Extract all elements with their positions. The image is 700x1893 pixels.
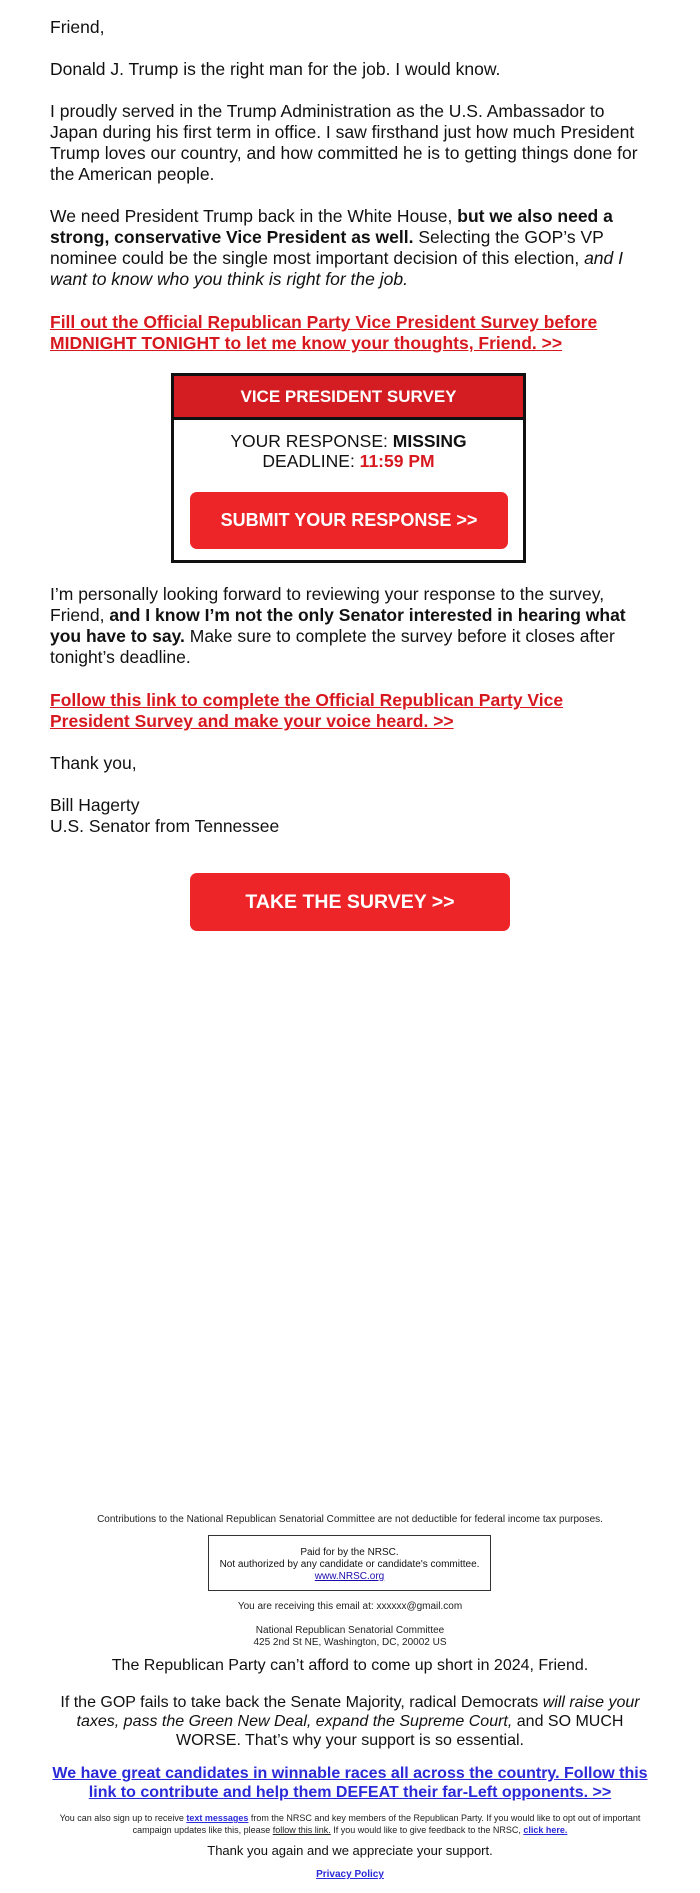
footer-paragraph-1: The Republican Party can’t afford to come up short in 2024, Friend.	[111, 1657, 589, 1674]
signer-name: Bill Hagerty	[50, 795, 140, 815]
signer-title: U.S. Senator from Tennessee	[50, 816, 280, 836]
paragraph-review	[50, 584, 650, 668]
feedback-link[interactable]: click here.	[523, 1825, 568, 1835]
paragraph-vp-italic: and I want to know who you think is right for the job.	[50, 248, 623, 289]
sms-text-2: from the NRSC and key members of the Republican Party. If you would like to opt out of important campaign updates like this, please	[132, 1813, 641, 1835]
take-survey-button[interactable]: TAKE THE SURVEY >>	[190, 873, 510, 931]
paragraph-vp	[50, 206, 650, 290]
footer-paragraph-2-text-1: If the GOP fails to take back the Senate Majority, radical Democrats	[60, 1694, 543, 1711]
submit-response-button[interactable]: SUBMIT YOUR RESPONSE >>	[190, 492, 508, 549]
survey-header: VICE PRESIDENT SURVEY	[174, 376, 523, 420]
paid-for-box	[208, 1535, 491, 1591]
thanks-line: Thank you again and we appreciate your support.	[207, 1843, 493, 1858]
paragraph-vp-text-2: Selecting the GOP’s VP nominee could be the single most important decision of this election,	[50, 227, 604, 268]
sms-notice	[50, 1812, 650, 1836]
sms-text-1: You can also sign up to receive	[59, 1813, 187, 1823]
receiving-email: You are receiving this email at: xxxxxx@gmail.com	[237, 1601, 463, 1612]
opt-out-link[interactable]: follow this link.	[272, 1825, 331, 1835]
paragraph-ambassador: I proudly served in the Trump Administration as the U.S. Ambassador to Japan during his first term in office. I saw firsthand just how much President Trump loves our country, and how committed he is to getting things done for the American people.	[50, 101, 638, 184]
nrsc-website-link[interactable]: www.NRSC.org	[314, 1571, 385, 1582]
survey-link-top[interactable]: Fill out the Official Republican Party Vice President Survey before MIDNIGHT TONIGHT to let me know your thoughts, Friend. >>	[50, 312, 598, 353]
footer-paragraph-2-text-2: and SO MUCH WORSE. That’s why your support is so essential.	[176, 1713, 624, 1749]
survey-response-value: MISSING	[392, 431, 467, 451]
survey-deadline-line	[174, 451, 523, 471]
paragraph-review-text-1: I’m personally looking forward to reviewing your response to the survey, Friend,	[50, 584, 605, 625]
survey-link-bottom[interactable]: Follow this link to complete the Official Republican Party Vice President Survey and make your voice heard. >>	[50, 690, 564, 731]
paragraph-vp-text-1: We need President Trump back in the White House,	[50, 206, 458, 226]
sms-text-3: If you would like to give feedback to the NRSC,	[330, 1825, 524, 1835]
org-name: National Republican Senatorial Committee	[255, 1625, 445, 1636]
greeting: Friend,	[50, 17, 105, 37]
paragraph-intro: Donald J. Trump is the right man for the job. I would know.	[50, 59, 501, 79]
survey-deadline-label: DEADLINE:	[262, 451, 360, 471]
not-authorized-line: Not authorized by any candidate or candidate's committee.	[219, 1559, 480, 1570]
org-address: 425 2nd St NE, Washington, DC, 20002 US	[253, 1637, 447, 1648]
survey-response-label: YOUR RESPONSE:	[230, 431, 393, 451]
text-messages-link[interactable]: text messages	[186, 1813, 249, 1823]
survey-deadline-value: 11:59 PM	[359, 451, 435, 471]
closing: Thank you,	[50, 753, 137, 773]
privacy-policy-link[interactable]: Privacy Policy	[316, 1869, 384, 1880]
footer-paragraph-2-italic: will raise your taxes, pass the Green New Deal, expand the Supreme Court,	[76, 1694, 640, 1730]
paid-for-line: Paid for by the NRSC.	[300, 1547, 399, 1558]
survey-card	[171, 373, 526, 563]
contribute-link[interactable]: We have great candidates in winnable races all across the country. Follow this link to contribute and help them DEFEAT their far-Left opponents. >>	[52, 1765, 648, 1801]
paragraph-vp-bold: but we also need a strong, conservative Vice President as well.	[50, 206, 613, 247]
tax-disclaimer: Contributions to the National Republican Senatorial Committee are not deductible for federal income tax purposes.	[97, 1514, 603, 1525]
paragraph-review-bold: and I know I’m not the only Senator interested in hearing what you have to say.	[50, 605, 626, 646]
survey-response-line	[174, 431, 523, 451]
footer-paragraph-2	[55, 1693, 645, 1750]
paragraph-review-text-2: Make sure to complete the survey before it closes after tonight’s deadline.	[50, 626, 615, 667]
